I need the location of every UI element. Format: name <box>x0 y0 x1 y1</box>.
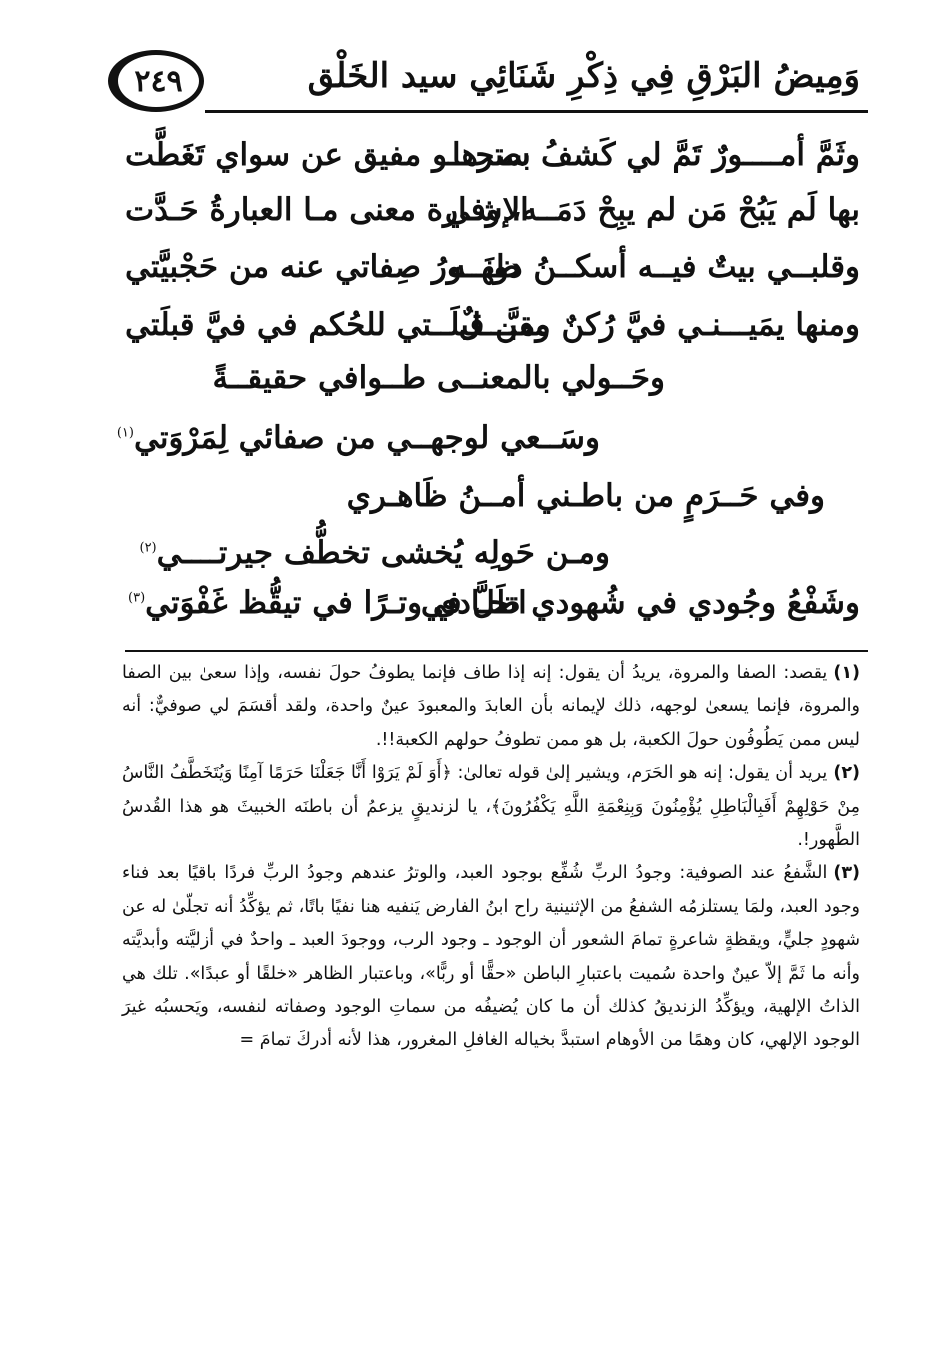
footnote-separator <box>125 650 868 652</box>
footnote-marker-1[interactable]: (١) <box>116 425 134 441</box>
page-number-text: ٢٤٩ <box>134 63 183 99</box>
header-rule <box>205 110 868 113</box>
verse-5: وحَــولي بالمعنــى طــوافي حقيقــةً <box>212 360 665 396</box>
verse-7: وفي حَــرَمٍ من باطـني أمــنُ ظَاهـري <box>346 478 825 514</box>
footnote-2-label: (٢) <box>833 763 860 784</box>
footnote-3 <box>122 857 860 1057</box>
verse-9-second-hemistich <box>128 585 527 622</box>
footnote-marker-2[interactable]: (٢) <box>139 540 157 556</box>
footnote-1-text: يقصد: الصفا والمروة، يريدُ أن يقول: إنه إذا طاف فإنما يطوفُ حولَ نفسه، وإذا سعىٰ بين الصفا والمروة، فإنما يسعىٰ لوجهه، ذلك لإيمانه بأن العابدَ والمعبودَ عينٌ واحدة، ولقد أقسَمَ لي صوفيٌّ: أنه ليس ممن يَطُوفُون حولَ الكعبة، بل هو ممن تطوفُ حولهم الكعبة!!. <box>122 663 860 750</box>
footnote-marker-3[interactable]: (٣) <box>128 590 146 606</box>
verse-9-second-text: اتحـادي وتـرًا في تيقُّظ غَفْوَتي <box>145 585 527 621</box>
verse-3-first-hemistich: وقلبــي بيتٌ فيــه أسكــنُ دونَــه <box>450 249 860 285</box>
verse-1-second-hemistich: بصحـــو مفيق عن سواي تَغَطَّت <box>125 137 531 173</box>
footnote-1-label: (١) <box>833 663 860 683</box>
verse-4-first-hemistich: ومنها يمَيـــنـي فيَّ رُكنٌ مقبَّـــلٌ <box>458 307 860 343</box>
verse-2-second-hemistich: الإشـارة معنى مـا العبارةُ حَـدَّت <box>125 192 529 228</box>
verse-1-first-hemistich: وثَمَّ أمــــورٌ تَمَّ لي كَشفُ سترها <box>452 137 860 173</box>
footnote-1 <box>122 657 860 757</box>
verse-8 <box>139 535 610 572</box>
verse-3-second-hemistich: ظهــورُ صِفاتي عنه من حَجْبيَّتي <box>125 249 520 285</box>
verse-6-text: وسَــعي لوجهــي من صفائي لِمَرْوَتي <box>133 420 600 456</box>
verse-6 <box>117 420 600 457</box>
footnotes <box>122 657 860 1058</box>
footnote-3-label: (٣) <box>833 863 860 884</box>
running-header-title: وَمِيضُ البَرْقِ فِي ذِكْرِ شَنَائِي سيد الخَلْق <box>307 56 860 96</box>
verse-8-text: ومـن حَولِه يُخشى تخطُّف جيرتــــي <box>156 535 610 571</box>
footnote-3-text: الشَّفعُ عند الصوفية: وجودُ الربِّ شُفِّع بوجود العبد، والوترُ عندهم وجودُ الربِّ فردًا باقيًا بعد فناء وجود العبد، ولمَا يستلزمُه الشفعُ من الإثنينية راح ابنُ الفارض يَنفيه هنا نفيًا باتًا، ثم يؤكِّدُ أنه تجلّىٰ له عن شهودٍ جليٍّ، ويقظةٍ شاعرةٍ تمامَ الشعور أن الوجود ـ وجود الرب، ووجودَ العبد ـ واحدٌ في أزليَّته وأبديَّته وأنه ما ثَمَّ إلاّ عينٌ واحدة سُميت باعتبارِ الباطن «حقًّا أو ربًّا»، وباعتبار الظاهر «خلقًا أو عبدًا». تلك هي الذاتُ الإلهية، ويؤكِّدُ الزنديقُ كذلك أن ما كان يُضيفُه من سماتِ الوجود وصفاته لنفسه، ويَحسبُه غيرَ الوجود الإلهي، كان وهمًا من الأوهام استبدَّ بخياله الغافلِ المغرور، هذا لأنه أدركَ تمامَ = <box>122 863 860 1051</box>
verse-4-second-hemistich: ومن قبلَــتي للحُكم في فيَّ قبلَتي <box>125 307 551 343</box>
verse-9-first-hemistich: وشَفْعُ وجُودي في شُهودي ظَلَّ في <box>420 585 860 621</box>
verse-2-first-hemistich: بها لَم يَبُحْ مَن لم يبِحْ دَمَــه، وفي <box>444 192 860 228</box>
footnote-2-text: يريد أن يقول: إنه هو الحَرَم، ويشير إلىٰ قوله تعالىٰ: ﴿أَوَ لَمْ يَرَوْا أَنَّا جَعَلْنَا حَرَمًا آمِنًا وَيُتَخَطَّفُ النَّاسُ مِنْ حَوْلِهِمْ أَفَبِالْبَاطِلِ يُؤْمِنُونَ وَبِنِعْمَةِ اللَّهِ يَكْفُرُونَ﴾، يا لزنديقٍ يزعمُ أن باطنَه الخبيثَ هو هذا القُدسُ الطَّهور!. <box>122 763 860 851</box>
footnote-2 <box>122 757 860 857</box>
page-number <box>108 50 204 112</box>
